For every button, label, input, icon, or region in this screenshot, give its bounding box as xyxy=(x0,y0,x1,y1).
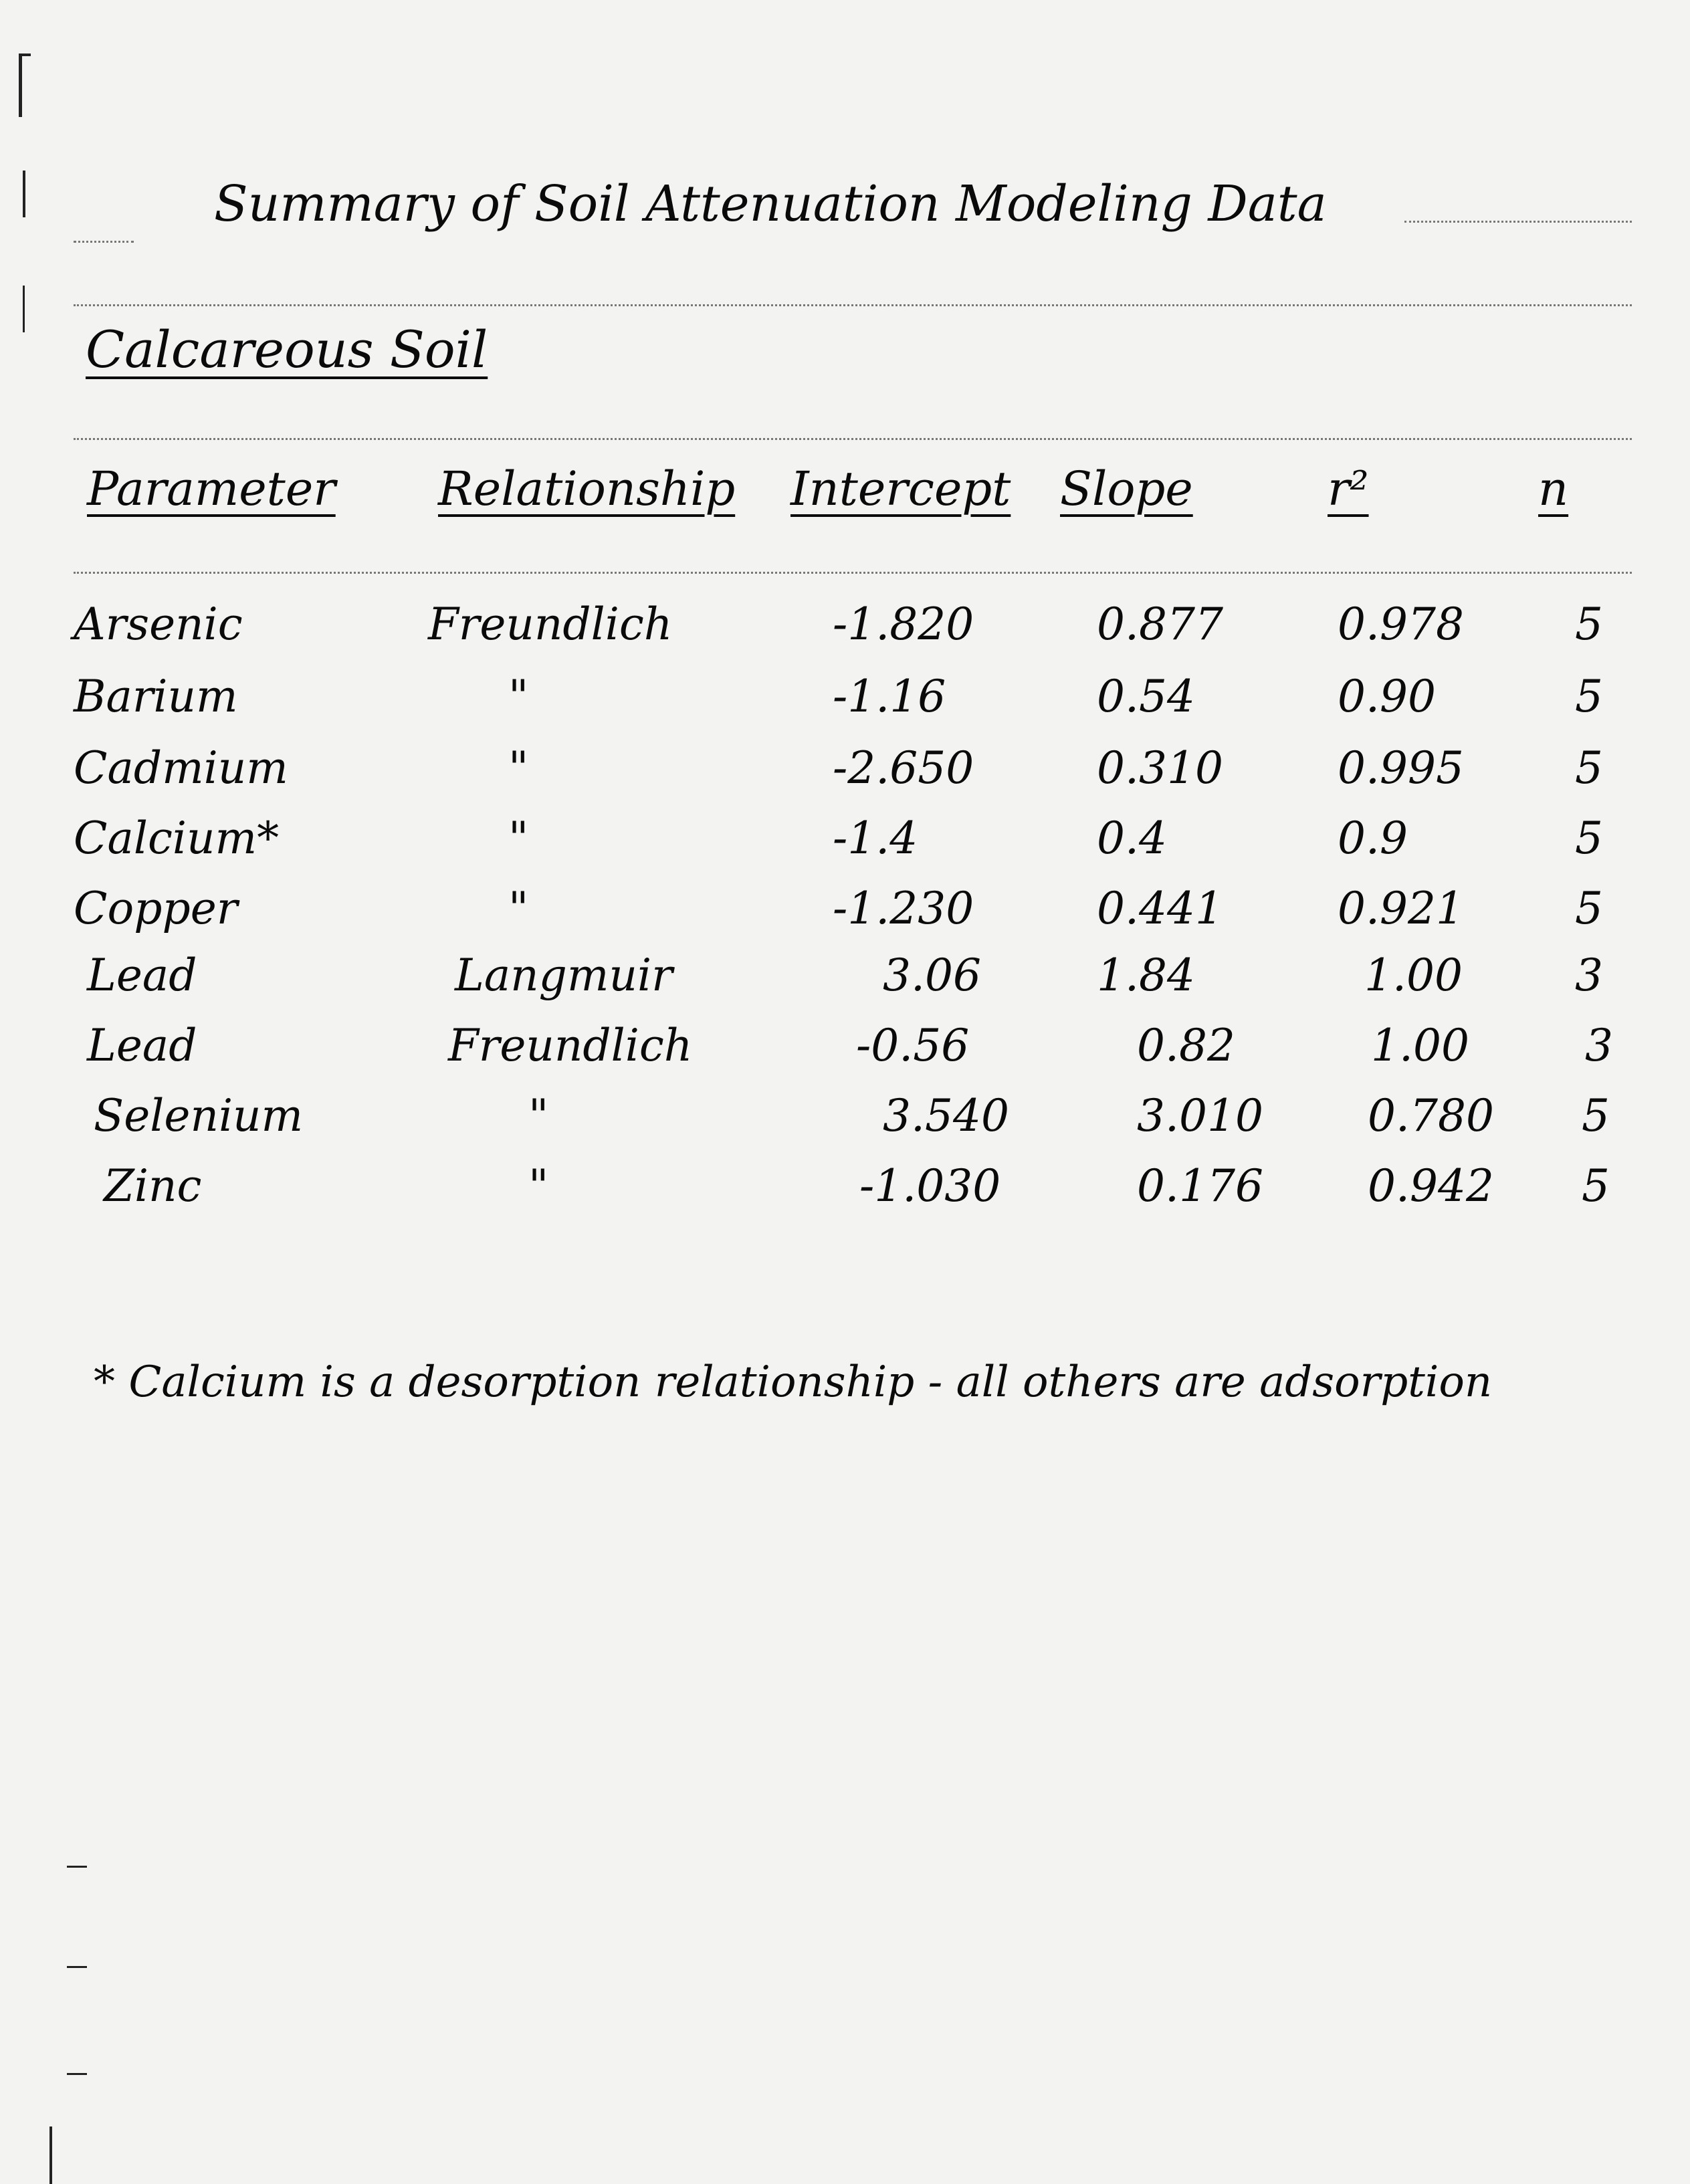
scan-edge-mark xyxy=(19,53,31,56)
cell-r2: 0.9 xyxy=(1338,812,1408,864)
scan-edge-mark xyxy=(67,1966,87,1968)
cell-relationship: Freundlich xyxy=(428,598,673,650)
cell-n: 3 xyxy=(1575,950,1603,1001)
cell-n: 5 xyxy=(1582,1090,1610,1141)
column-header-parameter: Parameter xyxy=(87,461,336,516)
cell-slope: 1.84 xyxy=(1097,950,1195,1001)
cell-parameter: Lead xyxy=(87,950,197,1001)
scan-edge-mark xyxy=(23,171,25,217)
cell-slope: 0.310 xyxy=(1097,742,1223,794)
cell-r2: 1.00 xyxy=(1371,1020,1469,1071)
column-header-relationship: Relationship xyxy=(438,461,736,516)
scan-edge-mark xyxy=(23,286,25,332)
table-row xyxy=(0,742,1690,809)
table-row xyxy=(0,671,1690,738)
cell-relationship: " xyxy=(508,671,529,722)
cell-r2: 0.90 xyxy=(1338,671,1436,722)
ruled-line xyxy=(74,304,1632,306)
cell-intercept: 3.540 xyxy=(883,1090,1009,1141)
ruled-line xyxy=(74,241,134,243)
section-heading: Calcareous Soil xyxy=(86,320,488,379)
cell-n: 5 xyxy=(1575,598,1603,650)
table-row xyxy=(0,1090,1690,1157)
cell-r2: 0.921 xyxy=(1338,883,1464,934)
cell-slope: 0.441 xyxy=(1097,883,1223,934)
cell-parameter: Zinc xyxy=(104,1160,202,1212)
cell-intercept: -1.230 xyxy=(833,883,974,934)
ruled-line xyxy=(1404,221,1632,223)
cell-n: 5 xyxy=(1575,671,1603,722)
ruled-line xyxy=(74,572,1632,574)
table-row xyxy=(0,1020,1690,1087)
cell-relationship: " xyxy=(508,742,529,794)
scan-edge-mark xyxy=(49,2126,52,2184)
cell-r2: 0.995 xyxy=(1338,742,1464,794)
cell-relationship: Langmuir xyxy=(455,950,673,1001)
cell-slope: 0.4 xyxy=(1097,812,1167,864)
cell-slope: 0.176 xyxy=(1137,1160,1263,1212)
cell-r2: 0.780 xyxy=(1368,1090,1494,1141)
cell-slope: 3.010 xyxy=(1137,1090,1263,1141)
cell-intercept: -1.16 xyxy=(833,671,946,722)
cell-parameter: Cadmium xyxy=(74,742,288,794)
cell-parameter: Calcium* xyxy=(74,812,280,864)
cell-r2: 1.00 xyxy=(1364,950,1463,1001)
table-row xyxy=(0,1160,1690,1227)
cell-relationship: " xyxy=(528,1090,549,1141)
scan-edge-mark xyxy=(19,53,22,117)
cell-intercept: -1.4 xyxy=(833,812,918,864)
cell-n: 5 xyxy=(1575,812,1603,864)
cell-parameter: Selenium xyxy=(94,1090,304,1141)
ruled-line xyxy=(74,438,1632,440)
cell-r2: 0.978 xyxy=(1338,598,1464,650)
cell-n: 5 xyxy=(1582,1160,1610,1212)
cell-relationship: " xyxy=(528,1160,549,1212)
cell-slope: 0.82 xyxy=(1137,1020,1235,1071)
column-header-slope: Slope xyxy=(1060,461,1193,516)
cell-intercept: -0.56 xyxy=(856,1020,970,1071)
cell-relationship: Freundlich xyxy=(448,1020,693,1071)
cell-r2: 0.942 xyxy=(1368,1160,1494,1212)
column-header-n: n xyxy=(1538,461,1569,516)
footnote: * Calcium is a desorption relationship - all others are adsorption xyxy=(94,1357,1493,1407)
cell-intercept: -2.650 xyxy=(833,742,974,794)
cell-n: 5 xyxy=(1575,883,1603,934)
cell-relationship: " xyxy=(508,812,529,864)
cell-intercept: -1.820 xyxy=(833,598,974,650)
table-row xyxy=(0,950,1690,1016)
cell-n: 3 xyxy=(1585,1020,1613,1071)
table-row xyxy=(0,883,1690,950)
cell-intercept: -1.030 xyxy=(859,1160,1001,1212)
cell-parameter: Lead xyxy=(87,1020,197,1071)
cell-slope: 0.877 xyxy=(1097,598,1223,650)
table-row xyxy=(0,598,1690,665)
cell-parameter: Arsenic xyxy=(74,598,243,650)
page-title: Summary of Soil Attenuation Modeling Data xyxy=(214,175,1327,233)
column-header-intercept: Intercept xyxy=(790,461,1011,516)
cell-slope: 0.54 xyxy=(1097,671,1195,722)
cell-intercept: 3.06 xyxy=(883,950,981,1001)
cell-n: 5 xyxy=(1575,742,1603,794)
scan-edge-mark xyxy=(67,1866,87,1868)
scan-edge-mark xyxy=(67,2073,87,2075)
cell-parameter: Copper xyxy=(74,883,238,934)
table-row xyxy=(0,812,1690,879)
column-header-r2: r² xyxy=(1328,461,1369,516)
cell-parameter: Barium xyxy=(74,671,238,722)
cell-relationship: " xyxy=(508,883,529,934)
